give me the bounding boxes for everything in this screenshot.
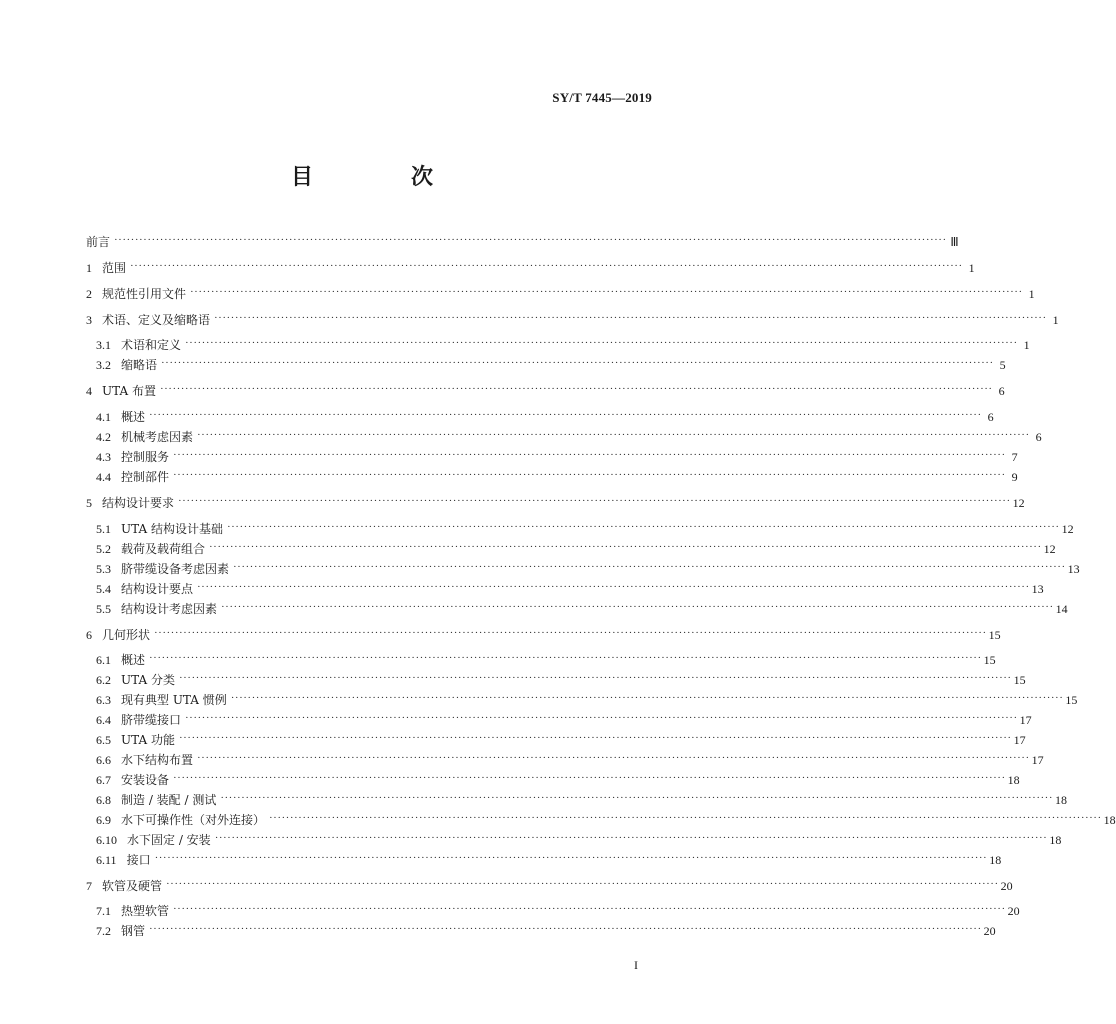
toc-entry-label: 脐带缆接口 xyxy=(121,713,182,727)
toc-entry-label: 钢管 xyxy=(121,924,146,938)
standard-number: SY/T 7445—2019 xyxy=(552,90,652,105)
toc-entry-number: 7.1 xyxy=(96,904,111,918)
dot-leader: ········································································································································································································ xyxy=(173,903,1006,915)
dot-leader: ········································································································································································································ xyxy=(130,260,963,272)
dot-leader: ········································································································································································································ xyxy=(173,772,1006,784)
toc-entry-number: 6 xyxy=(86,628,92,642)
dot-leader: ········································································································································································································ xyxy=(185,337,1018,349)
dot-leader: ········································································································································································································ xyxy=(149,923,982,935)
toc-entry-label: 载荷及载荷组合 xyxy=(121,542,206,556)
dot-leader: ········································································································································································································ xyxy=(185,712,1018,724)
toc-entry-page: 18 xyxy=(1007,773,1020,787)
toc-entry-number: 6.8 xyxy=(96,793,111,807)
toc-entry-number: 6.7 xyxy=(96,773,111,787)
toc-entry-number: 4.4 xyxy=(96,470,111,484)
toc-entry-number: 6.2 xyxy=(96,673,111,687)
toc-entry-page: 6 xyxy=(1035,430,1042,444)
dot-leader: ········································································································································································································ xyxy=(220,792,1053,804)
toc-subentry[interactable] xyxy=(96,808,1116,828)
toc-entry-number: 6.1 xyxy=(96,653,111,667)
toc-subentry[interactable] xyxy=(96,465,1018,485)
toc-entry-number: 7.2 xyxy=(96,924,111,938)
toc-entry-label: 前言 xyxy=(86,235,111,249)
toc-entry-label: 现有典型 UTA 惯例 xyxy=(121,693,227,707)
toc-entry-page: 18 xyxy=(989,853,1002,867)
toc-entry-number: 6.4 xyxy=(96,713,111,727)
toc-entry-number: 6.5 xyxy=(96,733,111,747)
toc-entry-label: 概述 xyxy=(121,653,146,667)
dot-leader: ········································································································································································································ xyxy=(154,627,987,639)
dot-leader: ········································································································································································································ xyxy=(214,312,1047,324)
toc-entry-label: 结构设计要求 xyxy=(102,496,175,510)
toc-entry-label: 术语和定义 xyxy=(121,338,182,352)
toc-entry-page: 17 xyxy=(1019,713,1032,727)
toc-entry-page: 17 xyxy=(1031,753,1044,767)
toc-entry-number: 6.3 xyxy=(96,693,111,707)
toc-entry-label: 机械考虑因素 xyxy=(121,430,194,444)
toc-subentry[interactable] xyxy=(96,597,1068,617)
toc-entry-page: 18 xyxy=(1049,833,1062,847)
toc-entry-page: 1 xyxy=(1052,313,1059,327)
toc-entry-number: 2 xyxy=(86,287,92,301)
toc-subentry[interactable] xyxy=(96,899,1020,919)
dot-leader: ········································································································································································································ xyxy=(178,672,1012,684)
toc-subentry[interactable] xyxy=(96,788,1067,808)
dot-leader: ········································································································································································································ xyxy=(197,581,1030,593)
toc-entry[interactable] xyxy=(86,230,959,250)
toc-entry-label: UTA 布置 xyxy=(102,384,156,398)
dot-leader: ········································································································································································································ xyxy=(173,449,1006,461)
toc-entry[interactable] xyxy=(86,308,1059,328)
toc-entry-page: 13 xyxy=(1067,562,1080,576)
toc-subentry[interactable] xyxy=(96,688,1078,708)
toc-entry-number: 5.4 xyxy=(96,582,111,596)
toc-subentry[interactable] xyxy=(96,728,1026,748)
toc-entry-label: 制造 / 装配 / 测试 xyxy=(121,793,217,807)
dot-leader: ········································································································································································································ xyxy=(209,541,1042,553)
dot-leader: ········································································································································································································ xyxy=(226,521,1060,533)
toc-entry-page: 12 xyxy=(1043,542,1056,556)
toc-entry-number: 4.1 xyxy=(96,410,111,424)
toc-entry-page: Ⅲ xyxy=(950,235,959,249)
toc-entry-label: 缩略语 xyxy=(121,358,158,372)
toc-subentry[interactable] xyxy=(96,648,996,668)
toc-entry-number: 6.11 xyxy=(96,853,117,867)
toc-subentry[interactable] xyxy=(96,848,1002,868)
toc-entry-label: 软管及硬管 xyxy=(102,879,163,893)
toc-subentry[interactable] xyxy=(96,919,996,939)
toc-subentry[interactable] xyxy=(96,577,1044,597)
toc-subentry[interactable] xyxy=(96,668,1026,688)
toc-subentry[interactable] xyxy=(96,537,1056,557)
toc-entry-page: 12 xyxy=(1012,496,1025,510)
toc-entry-label: UTA 结构设计基础 xyxy=(121,522,223,536)
toc-entry-page: 1 xyxy=(1023,338,1030,352)
toc-entry-label: 水下结构布置 xyxy=(121,753,194,767)
toc-entry-number: 5.2 xyxy=(96,542,111,556)
toc-entry-label: 结构设计考虑因素 xyxy=(121,602,218,616)
toc-entry-number: 3.1 xyxy=(96,338,111,352)
toc-subentry[interactable] xyxy=(96,405,994,425)
toc-entry-number: 5.3 xyxy=(96,562,111,576)
toc-entry-number: 6.10 xyxy=(96,833,117,847)
dot-leader: ········································································································································································································ xyxy=(178,495,1011,507)
toc-entry-label: 水下可操作性（对外连接） xyxy=(121,813,266,827)
page-title: 目 次 xyxy=(290,164,471,190)
toc-subentry[interactable] xyxy=(96,517,1074,537)
toc-entry-page: 5 xyxy=(999,358,1006,372)
toc-entry-page: 12 xyxy=(1061,522,1074,536)
toc-entry-label: 水下固定 / 安装 xyxy=(127,833,211,847)
toc-entry-page: 6 xyxy=(987,410,994,424)
toc-entry[interactable] xyxy=(86,491,1025,511)
dot-leader: ········································································································································································································ xyxy=(154,852,988,864)
toc-entry-page: 15 xyxy=(1013,673,1026,687)
dot-leader: ········································································································································································································ xyxy=(214,832,1048,844)
toc-entry-label: UTA 功能 xyxy=(121,733,175,747)
toc-subentry[interactable] xyxy=(96,828,1062,848)
dot-leader: ········································································································································································································ xyxy=(159,383,993,395)
toc-subentry[interactable] xyxy=(96,425,1042,445)
toc-entry-label: UTA 分类 xyxy=(121,673,175,687)
toc-entry-page: 20 xyxy=(983,924,996,938)
dot-leader: ········································································································································································································ xyxy=(149,409,982,421)
dot-leader: ········································································································································································································ xyxy=(178,732,1012,744)
toc-entry-number: 1 xyxy=(86,261,92,275)
toc-entry-page: 1 xyxy=(968,261,975,275)
toc-subentry[interactable] xyxy=(96,557,1080,577)
toc-entry-number: 5.1 xyxy=(96,522,111,536)
toc-entry-page: 15 xyxy=(983,653,996,667)
toc-entry-number: 4.2 xyxy=(96,430,111,444)
toc-entry-number: 4.3 xyxy=(96,450,111,464)
dot-leader: ········································································································································································································ xyxy=(269,812,1102,824)
toc-subentry[interactable] xyxy=(96,445,1018,465)
toc-entry-label: 安装设备 xyxy=(121,773,170,787)
toc-entry-page: 15 xyxy=(988,628,1001,642)
toc-entry-label: 范围 xyxy=(102,261,127,275)
toc-entry[interactable] xyxy=(86,874,1013,894)
toc-entry-page: 17 xyxy=(1013,733,1026,747)
toc-entry-number: 6.6 xyxy=(96,753,111,767)
toc-entry-label: 结构设计要点 xyxy=(121,582,194,596)
toc-entry-page: 14 xyxy=(1055,602,1068,616)
dot-leader: ········································································································································································································ xyxy=(197,429,1030,441)
toc-entry-page: 18 xyxy=(1054,793,1067,807)
toc-entry-label: 控制服务 xyxy=(121,450,170,464)
toc-entry-page: 15 xyxy=(1065,693,1078,707)
toc-entry-number: 3.2 xyxy=(96,358,111,372)
toc-subentry[interactable] xyxy=(96,748,1044,768)
dot-leader: ········································································································································································································ xyxy=(161,357,994,369)
toc-entry[interactable] xyxy=(86,256,975,276)
toc-entry[interactable] xyxy=(86,623,1001,643)
toc-entry-number: 6.9 xyxy=(96,813,111,827)
toc-entry-page: 20 xyxy=(1000,879,1013,893)
toc-subentry[interactable] xyxy=(96,353,1006,373)
toc-entry-number: 7 xyxy=(86,879,92,893)
dot-leader: ········································································································································································································ xyxy=(166,878,999,890)
toc-entry-number: 5.5 xyxy=(96,602,111,616)
toc-subentry[interactable] xyxy=(96,768,1020,788)
toc-entry-label: 控制部件 xyxy=(121,470,170,484)
toc-entry-label: 热塑软管 xyxy=(121,904,170,918)
toc-entry-label: 脐带缆设备考虑因素 xyxy=(121,562,230,576)
toc-entry-label: 接口 xyxy=(126,853,151,867)
dot-leader: ········································································································································································································ xyxy=(173,469,1006,481)
dot-leader: ········································································································································································································ xyxy=(233,561,1066,573)
toc-entry-page: 13 xyxy=(1031,582,1044,596)
toc-entry-page: 7 xyxy=(1011,450,1018,464)
toc-entry-label: 术语、定义及缩略语 xyxy=(102,313,211,327)
toc-entry-page: 6 xyxy=(998,384,1005,398)
toc-entry-page: 18 xyxy=(1103,813,1116,827)
toc-entry-label: 几何形状 xyxy=(102,628,151,642)
toc-entry-number: 3 xyxy=(86,313,92,327)
toc-entry-number: 5 xyxy=(86,496,92,510)
toc-entry-label: 概述 xyxy=(121,410,146,424)
toc-entry-page: 1 xyxy=(1028,287,1035,301)
page-number: I xyxy=(634,958,638,972)
dot-leader: ········································································································································································································ xyxy=(114,234,947,246)
toc-subentry[interactable] xyxy=(96,708,1032,728)
dot-leader: ········································································································································································································ xyxy=(190,286,1023,298)
toc-entry-number: 4 xyxy=(86,384,92,398)
toc-subentry[interactable] xyxy=(96,333,1030,353)
toc-entry[interactable] xyxy=(86,379,1005,399)
toc-entry-page: 20 xyxy=(1007,904,1020,918)
dot-leader: ········································································································································································································ xyxy=(197,752,1030,764)
toc-entry-label: 规范性引用文件 xyxy=(102,287,187,301)
dot-leader: ········································································································································································································ xyxy=(230,692,1064,704)
toc-entry[interactable] xyxy=(86,282,1035,302)
dot-leader: ········································································································································································································ xyxy=(149,652,982,664)
toc-entry-page: 9 xyxy=(1011,470,1018,484)
dot-leader: ········································································································································································································ xyxy=(221,601,1054,613)
